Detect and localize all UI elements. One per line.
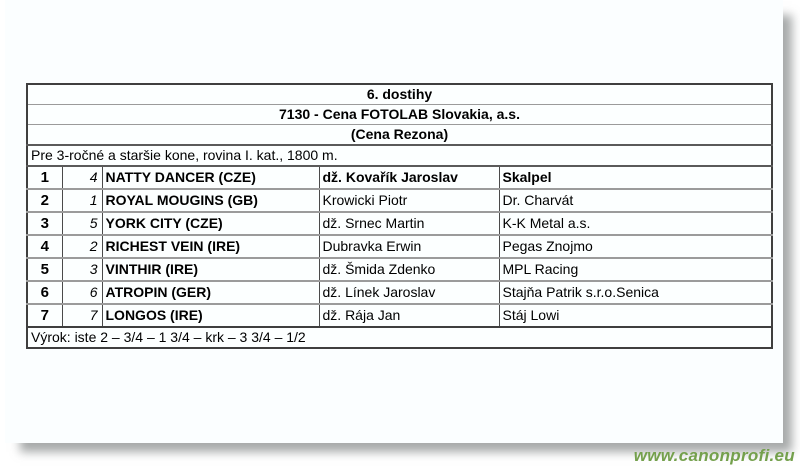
finish-position: 2 (27, 189, 62, 212)
jockey-name: dž. Rája Jan (319, 304, 499, 327)
start-number: 2 (62, 235, 102, 258)
horse-name: VINTHIR (IRE) (102, 258, 319, 281)
owner-name: Pegas Znojmo (499, 235, 772, 258)
race-conditions: Pre 3-ročné a staršie kone, rovina I. kat., 1800 m. (27, 145, 772, 166)
horse-name: YORK CITY (CZE) (102, 212, 319, 235)
jockey-name: dž. Srnec Martin (319, 212, 499, 235)
document-page (5, 0, 783, 443)
race-title-row (27, 105, 772, 125)
result-row (27, 166, 772, 189)
horse-name: NATTY DANCER (CZE) (102, 166, 319, 189)
owner-name: Stáj Lowi (499, 304, 772, 327)
race-subtitle-row (27, 125, 772, 146)
result-row (27, 281, 772, 304)
race-conditions-row (27, 145, 772, 166)
start-number: 4 (62, 166, 102, 189)
finish-position: 1 (27, 166, 62, 189)
jockey-name: Dubravka Erwin (319, 235, 499, 258)
result-row (27, 235, 772, 258)
owner-name: Skalpel (499, 166, 772, 189)
start-number: 3 (62, 258, 102, 281)
horse-name: RICHEST VEIN (IRE) (102, 235, 319, 258)
start-number: 6 (62, 281, 102, 304)
owner-name: K-K Metal a.s. (499, 212, 772, 235)
jockey-name: dž. Kovařík Jaroslav (319, 166, 499, 189)
result-row (27, 189, 772, 212)
race-verdict: Výrok: iste 2 – 3/4 – 1 3/4 – krk – 3 3/4 – 1/2 (27, 327, 772, 348)
start-number: 1 (62, 189, 102, 212)
jockey-name: dž. Línek Jaroslav (319, 281, 499, 304)
race-subtitle: (Cena Rezona) (27, 125, 772, 146)
race-session-title-row (27, 84, 772, 105)
watermark-url: www.canonprofi.eu (633, 446, 795, 465)
start-number: 5 (62, 212, 102, 235)
jockey-name: dž. Šmida Zdenko (319, 258, 499, 281)
result-row (27, 304, 772, 327)
jockey-name: Krowicki Piotr (319, 189, 499, 212)
race-session-title: 6. dostihy (366, 86, 433, 102)
race-results-table (26, 83, 773, 349)
horse-name: ROYAL MOUGINS (GB) (102, 189, 319, 212)
finish-position: 5 (27, 258, 62, 281)
horse-name: ATROPIN (GER) (102, 281, 319, 304)
owner-name: Stajňa Patrik s.r.o.Senica (499, 281, 772, 304)
result-row (27, 212, 772, 235)
finish-position: 4 (27, 235, 62, 258)
finish-position: 6 (27, 281, 62, 304)
race-title: 7130 - Cena FOTOLAB Slovakia, a.s. (27, 105, 772, 125)
horse-name: LONGOS (IRE) (102, 304, 319, 327)
finish-position: 7 (27, 304, 62, 327)
finish-position: 3 (27, 212, 62, 235)
result-row (27, 258, 772, 281)
start-number: 7 (62, 304, 102, 327)
race-verdict-row (27, 327, 772, 348)
owner-name: Dr. Charvát (499, 189, 772, 212)
owner-name: MPL Racing (499, 258, 772, 281)
